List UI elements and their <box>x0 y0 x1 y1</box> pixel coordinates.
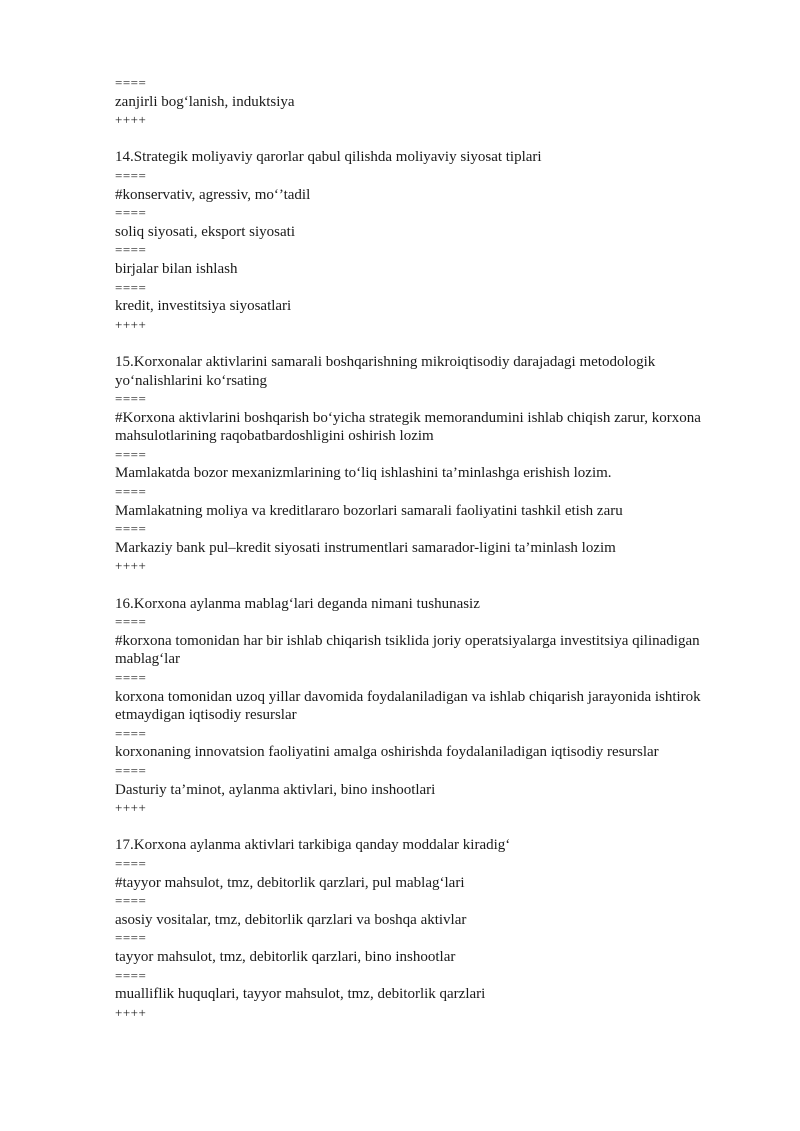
answer-option: soliq siyosati, eksport siyosati <box>115 223 295 240</box>
separator: ==== <box>115 521 147 537</box>
answer-option: tayyor mahsulot, tmz, debitorlik qarzlari, bino inshootlar <box>115 948 456 965</box>
answer-option: mualliflik huquqlari, tayyor mahsulot, tmz, debitorlik qarzlari <box>115 986 486 1003</box>
separator: ==== <box>115 391 147 407</box>
end-marker: ++++ <box>115 1004 147 1020</box>
answer-option: Markaziy bank pul–kredit siyosati instrumentlari samarador-ligini ta’minlash lozim <box>115 539 616 556</box>
answer-option: kredit, investitsiya siyosatlari <box>115 298 292 315</box>
separator: ==== <box>115 484 147 500</box>
answer-option: Mamlakatda bozor mexanizmlarining to‘liq ishlashini ta’minlashga erishish lozim. <box>115 465 612 482</box>
answer-option: zanjirli bog‘lanish, induktsiya <box>115 93 295 110</box>
separator: ==== <box>115 75 147 90</box>
separator: ==== <box>115 930 147 946</box>
separator: ==== <box>115 614 147 630</box>
answer-option: Mamlakatning moliya va kreditlararo bozorlari samarali faoliyatini tashkil etish zaru <box>115 502 623 519</box>
answer-option: korxona tomonidan uzoq yillar davomida foydalaniladigan va ishlab chiqarish jarayonida ishtirok etmaydigan iqtisodiy resurslar <box>115 688 701 724</box>
separator: ==== <box>115 762 147 778</box>
answer-option: korxonaning innovatsion faoliyatini amalga oshirishda foydalaniladigan iqtisodiy resurslar <box>115 744 659 761</box>
separator: ==== <box>115 893 147 909</box>
separator: ==== <box>115 855 147 871</box>
end-marker: ++++ <box>115 558 147 574</box>
separator: ==== <box>115 446 147 462</box>
answer-option: birjalar bilan ishlash <box>115 260 238 277</box>
document-page <box>115 74 715 1022</box>
end-marker: ++++ <box>115 800 147 816</box>
answer-option: asosiy vositalar, tmz, debitorlik qarzlari va boshqa aktivlar <box>115 911 467 928</box>
answer-option: #tayyor mahsulot, tmz, debitorlik qarzlari, pul mablag‘lari <box>115 874 465 891</box>
separator: ==== <box>115 725 147 741</box>
separator: ==== <box>115 967 147 983</box>
question-text: 17.Korxona aylanma aktivlari tarkibiga qanday moddalar kiradig‘ <box>115 837 511 854</box>
end-marker: ++++ <box>115 316 147 332</box>
separator: ==== <box>115 205 147 221</box>
answer-option: #konservativ, agressiv, mo‘’tadil <box>115 186 311 203</box>
answer-option: #korxona tomonidan har bir ishlab chiqarish tsiklida joriy operatsiyalarga investitsiya qilinadigan mablag‘lar <box>115 632 700 668</box>
question-text: 14.Strategik moliyaviy qarorlar qabul qilishda moliyaviy siyosat tiplari <box>115 149 542 166</box>
separator: ==== <box>115 242 147 258</box>
separator: ==== <box>115 670 147 685</box>
question-text: 16.Korxona aylanma mablag‘lari deganda nimani tushunasiz <box>115 595 480 612</box>
separator: ==== <box>115 279 147 295</box>
question-text: 15.Korxonalar aktivlarini samarali boshqarishning mikroiqtisodiy darajadagi metodologik yo‘nalishlarini ko‘rsating <box>115 353 656 389</box>
separator: ==== <box>115 167 147 183</box>
answer-option: Dasturiy ta’minot, aylanma aktivlari, bino inshootlari <box>115 781 436 798</box>
answer-option: #Korxona aktivlarini boshqarish bo‘yicha strategik memorandumini ishlab chiqish zarur, korxona mahsulotlarining raqobatbardoshligini oshirish lozim <box>115 409 701 445</box>
end-marker: ++++ <box>115 112 147 128</box>
